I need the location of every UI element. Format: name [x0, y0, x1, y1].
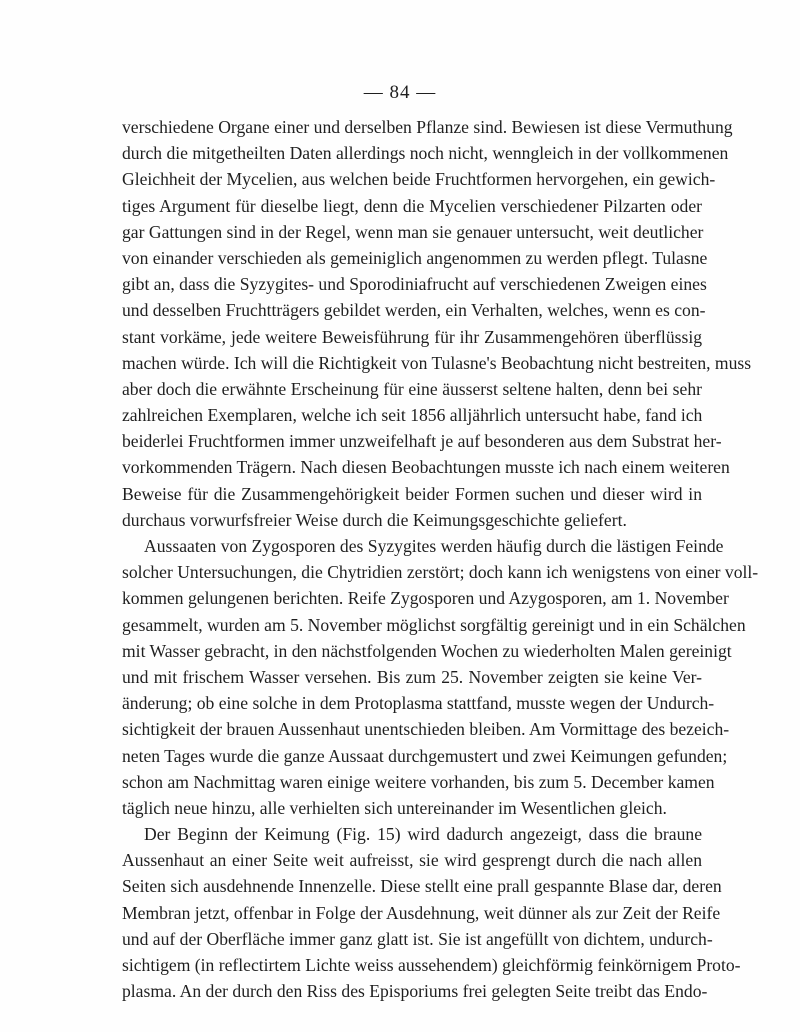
text-line: Membran jetzt, offenbar in Folge der Ausdehnung, weit dünner als zur Zeit der Reife [122, 902, 721, 923]
text-line: Gleichheit der Mycelien, aus welchen beide Fruchtformen hervorgehen, ein gewich- [122, 169, 716, 190]
text-line: stant vorkäme, jede weitere Beweisführung für ihr Zusammengehören überflüssig [122, 326, 702, 347]
text-line: aber doch die erwähnte Erscheinung für eine äusserst seltene halten, denn bei sehr [122, 378, 702, 399]
text-line: täglich neue hinzu, alle verhielten sich untereinander im Wesentlichen gleich. [122, 797, 667, 818]
text-line: gibt an, dass die Syzygites- und Sporodiniafrucht auf verschiedenen Zweigen eines [122, 274, 707, 295]
text-line: sichtigem (in reflectirtem Lichte weiss aussehendem) gleichförmig feinkörnigem Proto- [122, 955, 741, 975]
body-text [122, 114, 759, 1004]
text-line: vorkommenden Trägern. Nach diesen Beobachtungen musste ich nach einem weiteren [122, 457, 730, 478]
text-line: Aussenhaut an einer Seite weit aufreisst, sie wird gesprengt durch die nach allen [122, 850, 702, 871]
text-line: plasma. An der durch den Riss des Episporiums frei gelegten Seite treibt das Endo- [122, 981, 708, 1002]
text-line: änderung; ob eine solche in dem Protoplasma stattfand, musste wegen der Undurch- [122, 693, 715, 714]
text-line: und desselben Fruchtträgers gebildet werden, ein Verhalten, welches, wenn es con- [122, 300, 706, 321]
text-line: beiderlei Fruchtformen immer unzweifelhaft je auf besonderen aus dem Substrat her- [122, 431, 722, 452]
text-line: verschiedene Organe einer und derselben Pflanze sind. Bewiesen ist diese Vermuthung [122, 117, 733, 137]
text-line: durchaus vorwurfsfreier Weise durch die Keimungsgeschichte geliefert. [122, 509, 627, 530]
text-line: neten Tages wurde die ganze Aussaat durchgemustert und zwei Keimungen gefunden; [122, 745, 728, 766]
text-line: gesammelt, wurden am 5. November möglichst sorgfältig gereinigt und in ein Schälchen [122, 614, 746, 635]
text-line: schon am Nachmittag waren einige weitere vorhanden, bis zum 5. December kamen [122, 771, 715, 792]
text-line: gar Gattungen sind in der Regel, wenn man sie genauer untersucht, weit deutlicher [122, 221, 704, 242]
text-line: tiges Argument für dieselbe liegt, denn die Mycelien verschiedener Pilzarten oder [122, 195, 702, 216]
text-line: durch die mitgetheilten Daten allerdings noch nicht, wenngleich in der vollkommenen [122, 143, 729, 164]
text-line: und mit frischem Wasser versehen. Bis zum 25. November zeigten sie keine Ver- [122, 666, 702, 687]
text-line: sichtigkeit der brauen Aussenhaut unentschieden bleiben. Am Vormittage des bezeich- [122, 719, 730, 740]
text-line: zahlreichen Exemplaren, welche ich seit 1856 alljährlich untersucht habe, fand ich [122, 405, 703, 426]
text-line: Der Beginn der Keimung (Fig. 15) wird dadurch angezeigt, dass die braune [144, 824, 702, 845]
text-line: und auf der Oberfläche immer ganz glatt ist. Sie ist angefüllt von dichtem, undurch- [122, 928, 713, 949]
text-line: Beweise für die Zusammengehörigkeit beider Formen suchen und dieser wird in [122, 483, 702, 504]
text-line: Aussaaten von Zygosporen des Syzygites werden häufig durch die lästigen Feinde [144, 536, 724, 556]
text-line: Seiten sich ausdehnende Innenzelle. Diese stellt eine prall gespannte Blase dar, deren [122, 876, 722, 897]
page-number: — 84 — [363, 82, 437, 103]
text-line: von einander verschieden als gemeiniglich angenommen zu werden pflegt. Tulasne [122, 247, 708, 268]
text-line: machen würde. Ich will die Richtigkeit von Tulasne's Beobachtung nicht bestreiten, muss [122, 352, 752, 373]
text-line: mit Wasser gebracht, in den nächstfolgenden Wochen zu wiederholten Malen gereinigt [122, 640, 732, 661]
text-line: solcher Untersuchungen, die Chytridien zerstört; doch kann ich wenigstens von einer voll- [122, 562, 759, 583]
text-line: kommen gelungenen berichten. Reife Zygosporen und Azygosporen, am 1. November [122, 588, 729, 609]
